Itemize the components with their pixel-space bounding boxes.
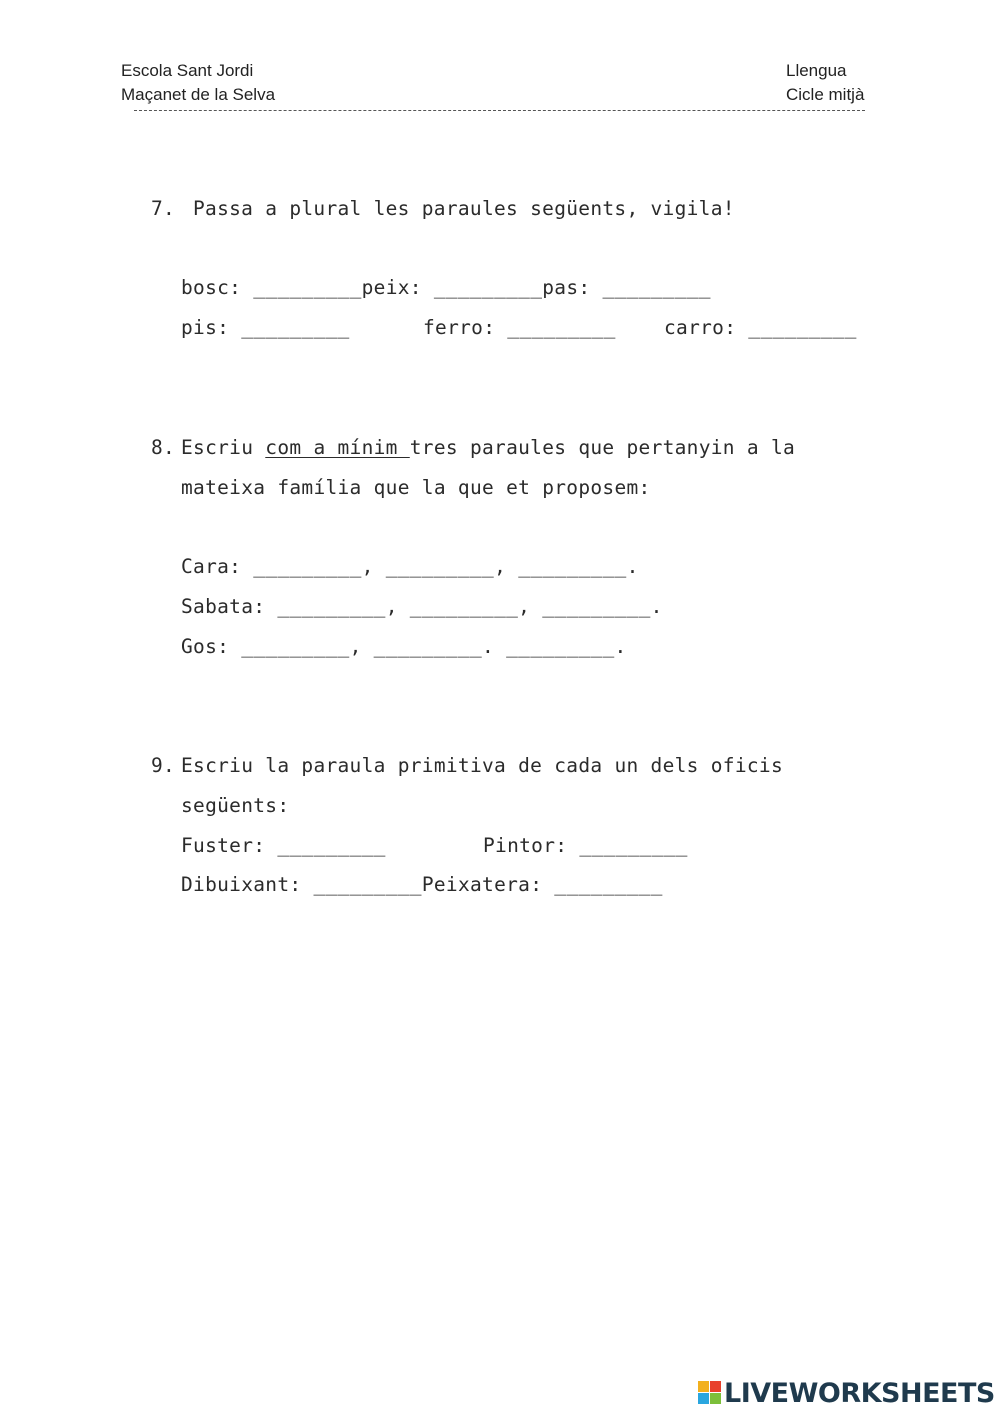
q8-row-cara: Cara: _________, _________, _________. [181, 555, 639, 578]
blank-sabata-3[interactable]: _________ [542, 595, 651, 618]
label-ferro: ferro: [423, 316, 508, 339]
q7-row2-ferro [423, 316, 616, 340]
school-name: Escola Sant Jordi [121, 61, 254, 80]
blank-peixatera[interactable]: _________ [554, 873, 663, 896]
school-town: Maçanet de la Selva [121, 85, 276, 104]
q9-row-pintor [483, 834, 688, 858]
label-pis: pis: [181, 316, 242, 339]
label-pas: pas: [542, 276, 603, 299]
blank-sabata-2[interactable]: _________ [409, 595, 519, 618]
liveworksheets-logo-text: LIVEWORKSHEETS [724, 1377, 995, 1409]
q8-prompt-line2: mateixa família que la que et proposem: [181, 476, 651, 499]
label-pintor: Pintor: [483, 834, 580, 857]
blank-gos-3[interactable]: _________ [506, 635, 615, 658]
blank-gos-1[interactable]: _________ [241, 635, 350, 658]
q8-prompt-end: tres paraules que pertanyin a la [409, 436, 796, 459]
q8-row-sabata: Sabata: _________, _________, _________. [181, 595, 663, 618]
blank-pintor[interactable]: _________ [579, 834, 688, 857]
liveworksheets-logo [698, 1375, 995, 1411]
q9-prompt-line1: Escriu la paraula primitiva de cada un dels oficis [181, 754, 783, 777]
q8-prompt-emphasis: com a mínim [265, 436, 410, 459]
q7-row2-carro [664, 316, 857, 340]
q8-number: 8. [151, 436, 176, 459]
blank-bosc[interactable]: _________ [253, 276, 362, 299]
label-fuster: Fuster: [181, 834, 278, 857]
q7-prompt: Passa a plural les paraules següents, vigila! [193, 197, 735, 220]
blank-sabata-1[interactable]: _________ [277, 595, 386, 618]
label-gos: Gos: [181, 635, 242, 658]
q9-row-dibuixant [181, 873, 663, 897]
q9-row-fuster [181, 834, 386, 858]
q9-prompt-line2: següents: [181, 794, 290, 817]
q9-number: 9. [151, 754, 176, 777]
label-peixatera: Peixatera: [421, 873, 555, 896]
blank-fuster[interactable]: _________ [277, 834, 386, 857]
liveworksheets-logo-icon [698, 1381, 722, 1405]
q8-prompt-line1 [181, 436, 795, 460]
q8-prompt-start: Escriu [181, 436, 266, 459]
q7-row2-pis [181, 316, 350, 340]
blank-gos-2[interactable]: _________ [373, 635, 483, 658]
q8-row-gos: Gos: _________, _________. _________. [181, 635, 627, 658]
label-cara: Cara: [181, 555, 254, 578]
subject-level: Cicle mitjà [786, 85, 865, 104]
blank-carro[interactable]: _________ [748, 316, 857, 339]
label-dibuixant: Dibuixant: [181, 873, 314, 896]
label-sabata: Sabata: [181, 595, 278, 618]
blank-pas[interactable]: _________ [602, 276, 711, 299]
label-carro: carro: [664, 316, 749, 339]
blank-cara-3[interactable]: _________ [518, 555, 627, 578]
blank-pis[interactable]: _________ [241, 316, 350, 339]
subject-info [786, 59, 864, 107]
blank-cara-1[interactable]: _________ [253, 555, 362, 578]
label-peix: peix: [361, 276, 434, 299]
school-info [121, 59, 275, 107]
label-bosc: bosc: [181, 276, 254, 299]
header-divider [134, 110, 865, 111]
blank-dibuixant[interactable]: _________ [313, 873, 422, 896]
subject-name: Llengua [786, 61, 847, 80]
q7-number: 7. [151, 197, 176, 220]
blank-ferro[interactable]: _________ [507, 316, 616, 339]
blank-cara-2[interactable]: _________ [385, 555, 495, 578]
blank-peix[interactable]: _________ [433, 276, 543, 299]
q7-row1 [181, 276, 711, 300]
